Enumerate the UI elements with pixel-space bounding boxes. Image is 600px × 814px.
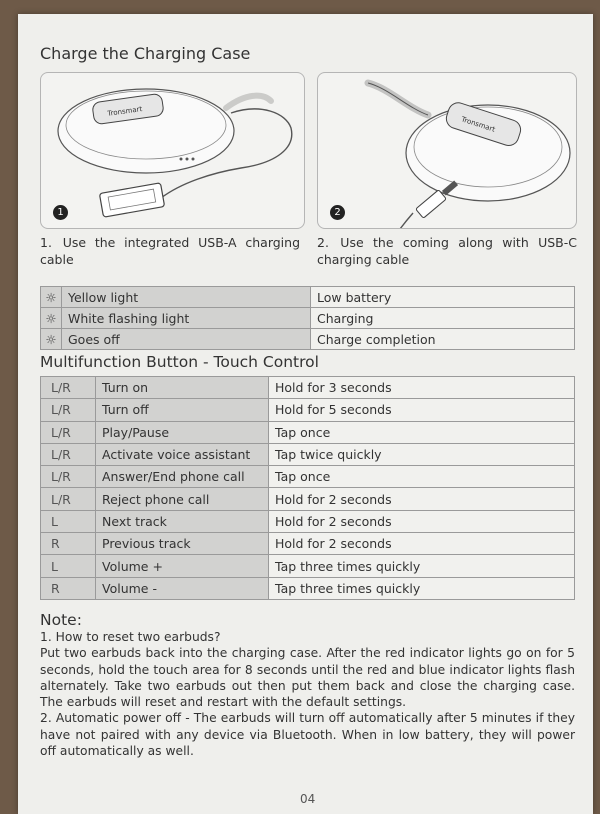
note-line: Put two earbuds back into the charging case. After the red indicator lights go on for 5 seconds, hold the touch area for 8 seconds until the red and blue indicator lights flash alternately. Take two earbuds out then put them back and close the charging case. The earbuds will reset and restart with the default settings. xyxy=(40,646,575,710)
table-row: ☼ Yellow light Low battery xyxy=(41,287,575,308)
note-line: 1. How to reset two earbuds? xyxy=(40,630,221,644)
step-badge-2: 2 xyxy=(330,205,345,220)
table-row: L Volume + Tap three times quickly xyxy=(41,555,575,577)
table-row: L/R Turn on Hold for 3 seconds xyxy=(41,377,575,399)
table-row: L/R Turn off Hold for 5 seconds xyxy=(41,399,575,421)
table-row: L Next track Hold for 2 seconds xyxy=(41,510,575,532)
charging-case-usb-a-illustration xyxy=(41,73,304,228)
charging-case-usb-c-illustration xyxy=(318,73,576,228)
note-body xyxy=(40,629,575,759)
light-icon: ☼ xyxy=(41,329,62,350)
table-row: L/R Play/Pause Tap once xyxy=(41,421,575,443)
case-brand-logo: Tronsmart xyxy=(106,105,143,118)
section-heading-charge: Charge the Charging Case xyxy=(40,44,251,63)
page-number: 04 xyxy=(300,792,316,806)
table-row: R Volume - Tap three times quickly xyxy=(41,577,575,599)
figure-usb-c-charging xyxy=(317,72,577,229)
touch-control-table xyxy=(40,376,575,600)
note-line: 2. Automatic power off - The earbuds will turn off automatically after 5 minutes if they have not paired with any device via Bluetooth. When in low battery, they will power off automatically as well. xyxy=(40,711,575,759)
table-row: L/R Activate voice assistant Tap twice quickly xyxy=(41,443,575,465)
step-badge-1: 1 xyxy=(53,205,68,220)
table-row: ☼ Goes off Charge completion xyxy=(41,329,575,350)
section-heading-touch-control: Multifunction Button - Touch Control xyxy=(40,353,319,371)
figure-usb-a-charging xyxy=(40,72,305,229)
indicator-light-table xyxy=(40,286,575,350)
table-row: R Previous track Hold for 2 seconds xyxy=(41,533,575,555)
light-icon: ☼ xyxy=(41,308,62,329)
light-icon: ☼ xyxy=(41,287,62,308)
table-row: L/R Answer/End phone call Tap once xyxy=(41,466,575,488)
svg-text:Tronsmart: Tronsmart xyxy=(460,115,497,134)
caption-usb-c: 2. Use the coming along with USB-C charging cable xyxy=(317,235,577,267)
table-row: L/R Reject phone call Hold for 2 seconds xyxy=(41,488,575,510)
note-heading: Note: xyxy=(40,611,82,629)
caption-usb-a: 1. Use the integrated USB-A charging cable xyxy=(40,235,300,267)
table-row: ☼ White flashing light Charging xyxy=(41,308,575,329)
manual-page xyxy=(18,14,593,814)
